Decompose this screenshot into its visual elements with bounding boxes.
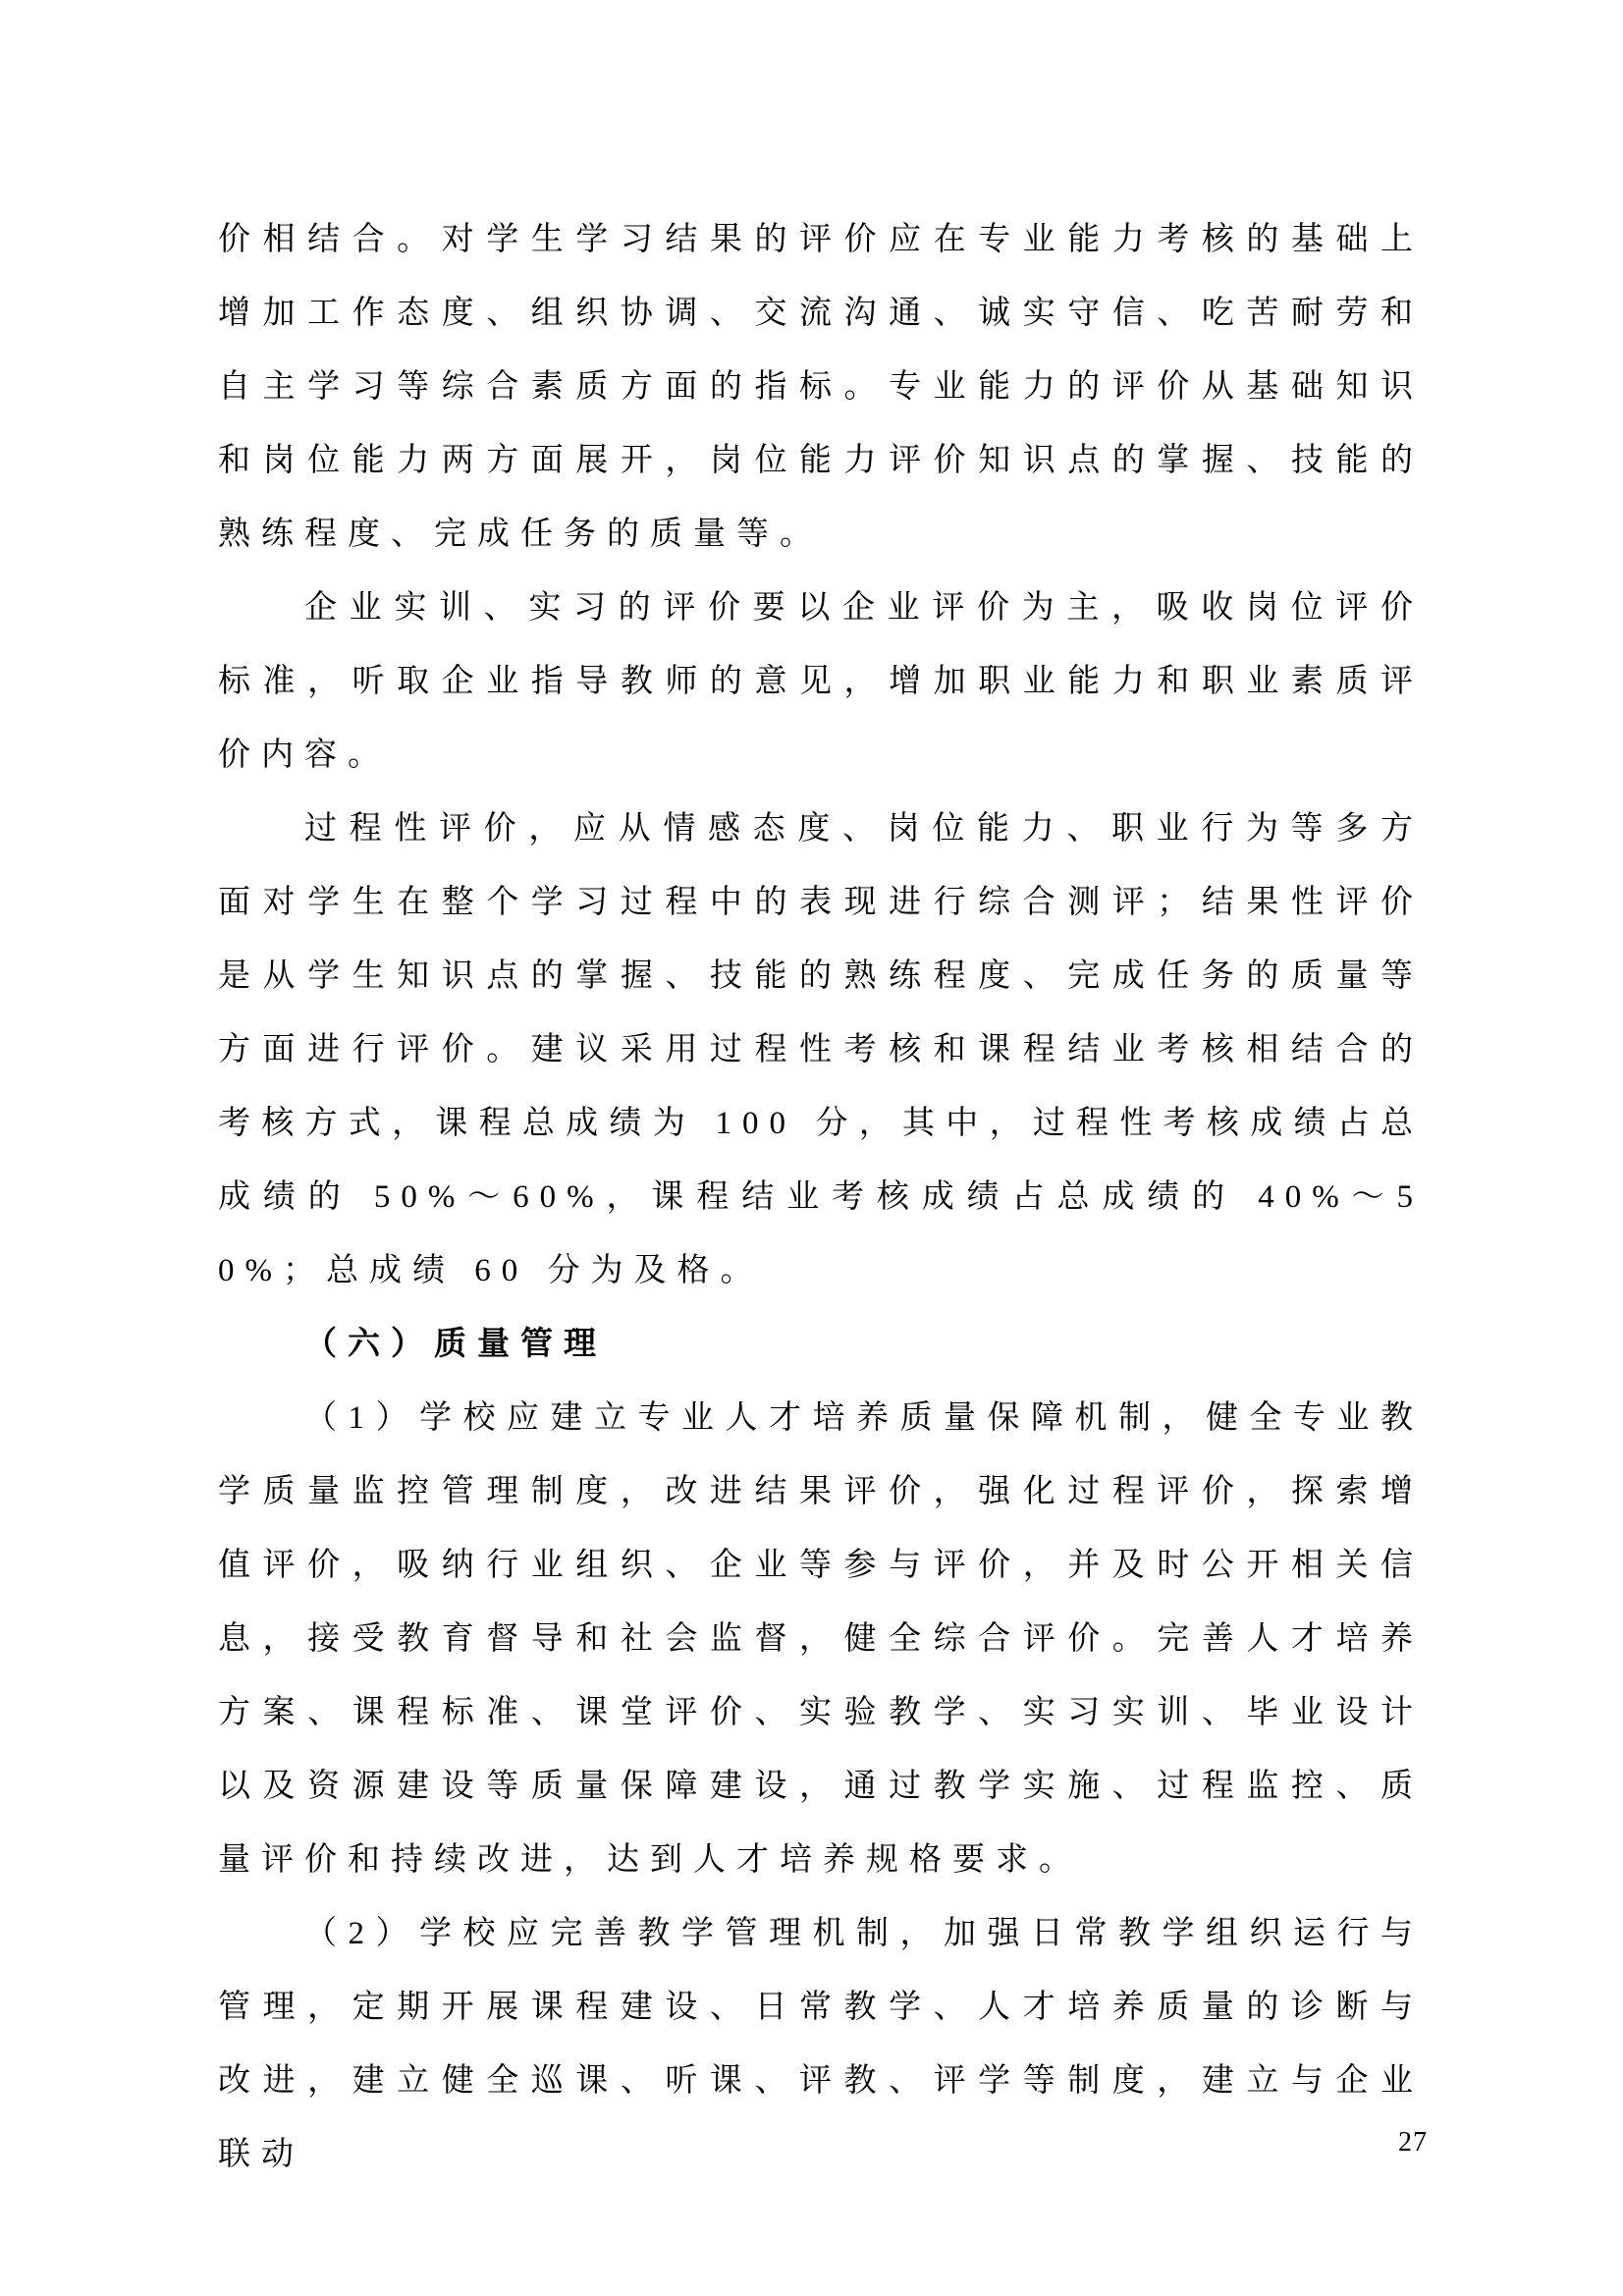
page-number: 27 (1398, 2127, 1428, 2158)
paragraph-teaching-management-mechanism: （2）学校应完善教学管理机制，加强日常教学组织运行与管理，定期开展课程建设、日常教学、人才培养质量的诊断与改进，建立健全巡课、听课、评教、评学等制度，建立与企业联动 (218, 1916, 1424, 2172)
paragraph-enterprise-training-evaluation: 企业实训、实习的评价要以企业评价为主，吸收岗位评价标准，听取企业指导教师的意见，增加职业能力和职业素质评价内容。 (218, 590, 1424, 773)
paragraph-quality-assurance-mechanism: （1）学校应建立专业人才培养质量保障机制，健全专业教学质量监控管理制度，改进结果评价，强化过程评价，探索增值评价，吸纳行业组织、企业等参与评价，并及时公开相关信息，接受教育督导和社会监督，健全综合评价。完善人才培养方案、课程标准、课堂评价、实验教学、实习实训、毕业设计以及资源建设等质量保障建设，通过教学实施、过程监控、质量评价和持续改进，达到人才培养规格要求。 (218, 1400, 1424, 1878)
paragraph-process-result-evaluation: 过程性评价，应从情感态度、岗位能力、职业行为等多方面对学生在整个学习过程中的表现进行综合测评；结果性评价是从学生知识点的掌握、技能的熟练程度、完成任务的质量等方面进行评价。建议采用过程性考核和课程结业考核相结合的考核方式，课程总成绩为 100 分，其中，过程性考核成绩占总成绩的 50%～60%，课程结业考核成绩占总成绩的 40%～50%；总成绩 60 分为及格。 (218, 811, 1424, 1288)
section-heading-quality-management: （六）质量管理 (304, 1327, 607, 1362)
paragraph-student-evaluation-continuation: 价相结合。对学生学习结果的评价应在专业能力考核的基础上增加工作态度、组织协调、交流沟通、诚实守信、吃苦耐劳和自主学习等综合素质方面的指标。专业能力的评价从基础知识和岗位能力两方面展开，岗位能力评价知识点的掌握、技能的熟练程度、完成任务的质量等。 (218, 222, 1424, 552)
document-body (218, 203, 1424, 2192)
